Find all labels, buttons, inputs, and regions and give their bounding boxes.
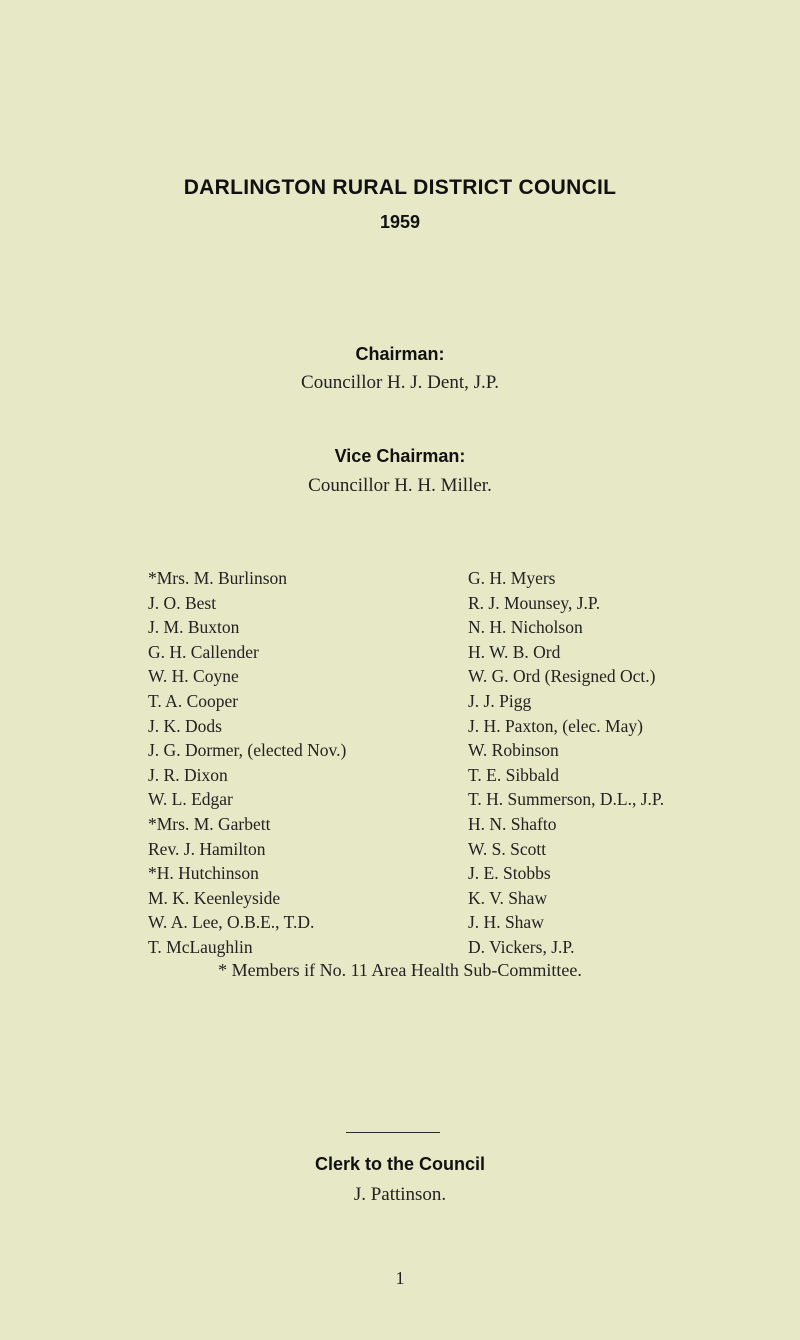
member-name: J. E. Stobbs — [468, 863, 551, 884]
members-list-right — [468, 566, 664, 960]
member-name: J. H. Paxton, (elec. May) — [468, 715, 643, 736]
member-name: J. H. Shaw — [468, 912, 544, 933]
report-year: 1959 — [379, 212, 421, 232]
member-name: J. M. Buxton — [148, 617, 240, 638]
member-name: W. S. Scott — [468, 838, 547, 859]
member-name: M. K. Keenleyside — [148, 887, 281, 908]
member-name: *Mrs. M. Burlinson — [148, 568, 288, 588]
member-name: J. J. Pigg — [468, 690, 532, 711]
divider — [346, 1132, 440, 1133]
member-name: T. A. Cooper — [148, 690, 239, 711]
member-name: Rev. J. Hamilton — [148, 838, 266, 859]
member-name: J. O. Best — [148, 592, 217, 613]
clerk-heading: Clerk to the Council — [314, 1154, 485, 1174]
council-title: DARLINGTON RURAL DISTRICT COUNCIL — [183, 176, 617, 199]
member-name: W. H. Coyne — [148, 666, 239, 687]
member-name: J. R. Dixon — [148, 764, 228, 785]
member-name: R. J. Mounsey, J.P. — [468, 592, 601, 613]
members-list-left — [148, 566, 346, 960]
member-name: W. G. Ord (Resigned Oct.) — [468, 666, 656, 687]
member-name: W. L. Edgar — [148, 789, 233, 810]
member-name: N. H. Nicholson — [468, 617, 583, 638]
member-name: H. W. B. Ord — [468, 641, 561, 662]
vice-chairman-heading: Vice Chairman: — [334, 446, 466, 466]
member-name: T. E. Sibbald — [468, 764, 560, 785]
member-name: D. Vickers, J.P. — [468, 936, 575, 957]
member-name: *H. Hutchinson — [148, 863, 259, 884]
member-name: *Mrs. M. Garbett — [148, 813, 271, 834]
member-name: K. V. Shaw — [468, 887, 548, 908]
member-name: J. G. Dormer, (elected Nov.) — [148, 740, 347, 761]
chairman-heading: Chairman: — [355, 344, 445, 364]
footnote: * Members if No. 11 Area Health Sub-Committee. — [218, 960, 582, 980]
member-name: J. K. Dods — [148, 715, 222, 736]
page-number: 1 — [395, 1268, 405, 1288]
vice-chairman-name: Councillor H. H. Miller. — [308, 475, 492, 496]
clerk-name: J. Pattinson. — [353, 1184, 447, 1205]
member-name: W. Robinson — [468, 740, 559, 761]
member-name: T. H. Summerson, D.L., J.P. — [468, 789, 665, 810]
chairman-name: Councillor H. J. Dent, J.P. — [301, 372, 499, 393]
member-name: G. H. Callender — [148, 641, 259, 662]
member-name: T. McLaughlin — [148, 936, 253, 957]
member-name: H. N. Shafto — [468, 813, 557, 834]
member-name: W. A. Lee, O.B.E., T.D. — [148, 912, 315, 933]
member-name: G. H. Myers — [468, 568, 556, 588]
